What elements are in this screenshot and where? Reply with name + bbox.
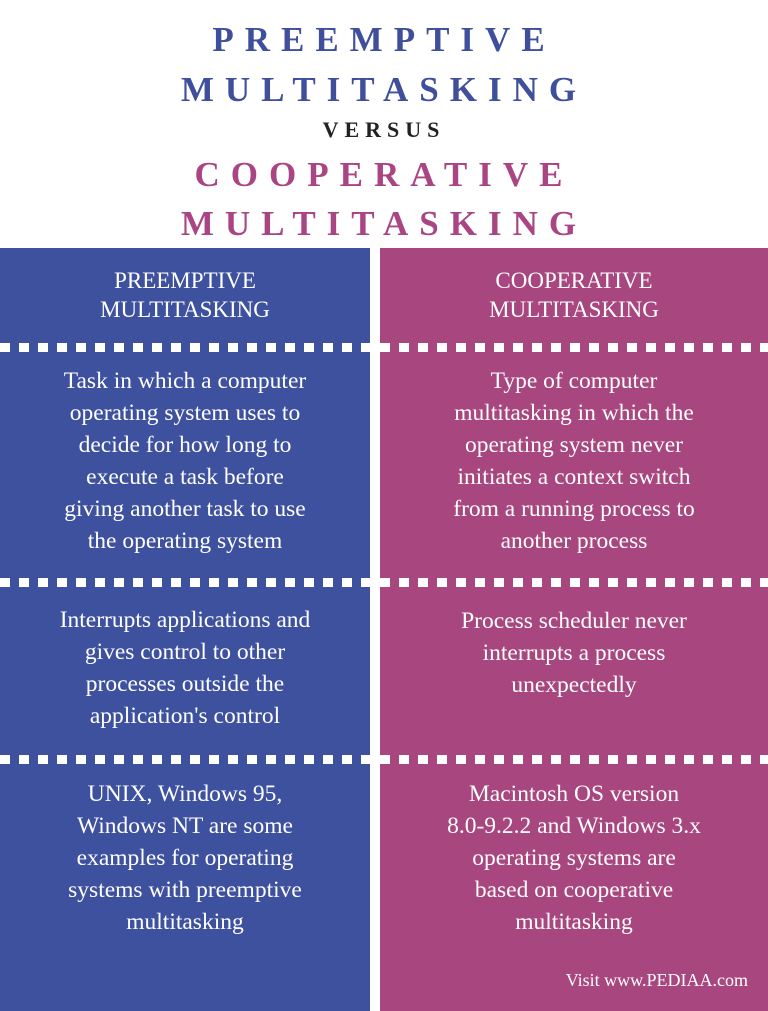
text-line: decide for how long to xyxy=(78,431,292,458)
row-divider xyxy=(380,578,768,587)
title-multitasking-2: MULTITASKING xyxy=(180,204,588,243)
preemptive-definition xyxy=(0,358,370,563)
text-line: unexpectedly xyxy=(511,672,637,698)
text-line: 8.0-9.2.2 and Windows 3.x xyxy=(447,813,701,839)
header-line: PREEMPTIVE xyxy=(114,268,256,293)
cooperative-header xyxy=(380,260,768,330)
text-line: giving another task to use xyxy=(64,495,306,522)
text-line: gives control to other xyxy=(84,639,286,665)
text-line: multitasking xyxy=(515,909,633,935)
text-line: Macintosh OS version xyxy=(468,781,680,807)
text-line: systems with preemptive xyxy=(68,877,302,903)
header-line: COOPERATIVE xyxy=(495,268,653,293)
row-divider xyxy=(0,755,370,764)
cooperative-interruption xyxy=(380,598,768,708)
preemptive-header xyxy=(0,260,370,330)
row-divider xyxy=(0,578,370,587)
cooperative-examples xyxy=(380,773,768,943)
title-cooperative: COOPERATIVE xyxy=(194,155,574,194)
text-line: Process scheduler never xyxy=(461,608,687,634)
title-preemptive: PREEMPTIVE xyxy=(212,20,556,59)
text-line: examples for operating xyxy=(76,845,294,871)
preemptive-examples xyxy=(0,773,370,943)
title-versus: VERSUS xyxy=(322,117,446,142)
text-line: multitasking in which the xyxy=(454,399,694,426)
row-divider xyxy=(0,343,370,352)
source-credit: Visit www.PEDIAA.com xyxy=(565,970,748,990)
preemptive-column xyxy=(0,248,370,1011)
cooperative-definition xyxy=(380,358,768,563)
title-multitasking-1: MULTITASKING xyxy=(180,70,588,109)
text-line: application's control xyxy=(89,703,281,729)
cooperative-column xyxy=(380,248,768,1011)
text-line: operating systems are xyxy=(472,845,676,871)
text-line: Interrupts applications and xyxy=(59,607,311,633)
text-line: multitasking xyxy=(126,909,244,935)
text-line: Windows NT are some xyxy=(77,813,293,839)
text-line: operating system uses to xyxy=(69,399,301,426)
header-line: MULTITASKING xyxy=(100,297,270,322)
text-line: interrupts a process xyxy=(482,640,666,666)
text-line: the operating system xyxy=(87,527,283,554)
text-line: operating system never xyxy=(465,431,683,458)
preemptive-interruption xyxy=(0,598,370,738)
text-line: execute a task before xyxy=(86,463,284,490)
text-line: initiates a context switch xyxy=(457,463,691,490)
text-line: another process xyxy=(500,527,648,554)
row-divider xyxy=(380,755,768,764)
text-line: UNIX, Windows 95, xyxy=(87,781,283,807)
text-line: Task in which a computer xyxy=(63,367,307,394)
infographic-title xyxy=(0,0,768,248)
text-line: processes outside the xyxy=(85,671,285,697)
text-line: based on cooperative xyxy=(474,877,674,903)
row-divider xyxy=(380,343,768,352)
header-line: MULTITASKING xyxy=(489,297,659,322)
text-line: Type of computer xyxy=(490,367,658,394)
text-line: from a running process to xyxy=(453,495,695,522)
